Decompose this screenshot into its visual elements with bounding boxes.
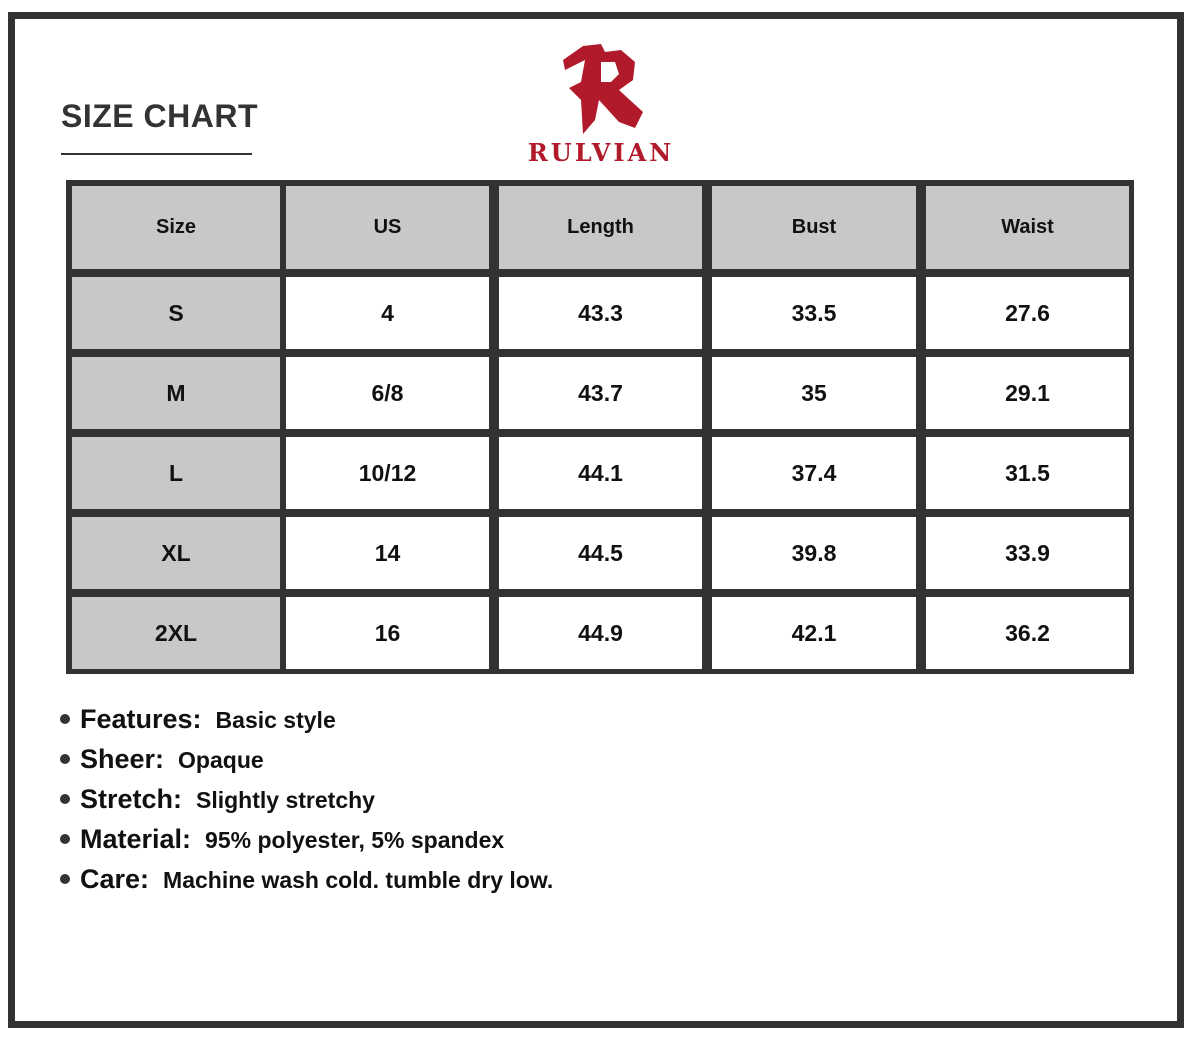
table-cell: 4 bbox=[286, 277, 489, 349]
spec-value: Slightly stretchy bbox=[196, 787, 375, 813]
size-label-cell: 2XL bbox=[72, 597, 280, 669]
size-label-cell: XL bbox=[72, 517, 280, 589]
table-cell: 44.1 bbox=[499, 437, 702, 509]
spec-item bbox=[60, 744, 264, 775]
bullet-icon bbox=[60, 754, 70, 764]
table-cell: 43.7 bbox=[499, 357, 702, 429]
spec-value: 95% polyester, 5% spandex bbox=[205, 827, 505, 853]
size-chart-table bbox=[66, 180, 1134, 674]
column-header: Waist bbox=[926, 186, 1129, 269]
bullet-icon bbox=[60, 794, 70, 804]
table-cell: 44.5 bbox=[499, 517, 702, 589]
spec-item bbox=[60, 704, 336, 735]
spec-item bbox=[60, 784, 375, 815]
spec-label: Care: bbox=[80, 864, 150, 894]
spec-label: Sheer: bbox=[80, 744, 165, 774]
table-cell: 37.4 bbox=[712, 437, 916, 509]
table-cell: 31.5 bbox=[926, 437, 1129, 509]
table-cell: 35 bbox=[712, 357, 916, 429]
bullet-icon bbox=[60, 874, 70, 884]
table-cell: 16 bbox=[286, 597, 489, 669]
table-cell: 27.6 bbox=[926, 277, 1129, 349]
spec-label: Features: bbox=[80, 704, 202, 734]
size-label-cell: L bbox=[72, 437, 280, 509]
column-header: Bust bbox=[712, 186, 916, 269]
table-cell: 6/8 bbox=[286, 357, 489, 429]
column-header: Length bbox=[499, 186, 702, 269]
spec-value: Basic style bbox=[215, 707, 336, 733]
spec-value: Opaque bbox=[178, 747, 264, 773]
spec-label: Material: bbox=[80, 824, 192, 854]
spec-item bbox=[60, 824, 504, 855]
title-underline bbox=[61, 153, 252, 155]
table-cell: 33.9 bbox=[926, 517, 1129, 589]
bullet-icon bbox=[60, 834, 70, 844]
table-cell: 42.1 bbox=[712, 597, 916, 669]
spec-value: Machine wash cold. tumble dry low. bbox=[163, 867, 554, 893]
table-cell: 39.8 bbox=[712, 517, 916, 589]
size-label-cell: M bbox=[72, 357, 280, 429]
column-header: US bbox=[286, 186, 489, 269]
table-cell: 43.3 bbox=[499, 277, 702, 349]
table-cell: 36.2 bbox=[926, 597, 1129, 669]
column-header: Size bbox=[72, 186, 280, 269]
page-title: SIZE CHART bbox=[61, 98, 258, 134]
brand-name: RULVIAN bbox=[527, 138, 675, 167]
table-cell: 29.1 bbox=[926, 357, 1129, 429]
spec-label: Stretch: bbox=[80, 784, 183, 814]
table-cell: 33.5 bbox=[712, 277, 916, 349]
table-cell: 14 bbox=[286, 517, 489, 589]
table-cell: 44.9 bbox=[499, 597, 702, 669]
bullet-icon bbox=[60, 714, 70, 724]
table-cell: 10/12 bbox=[286, 437, 489, 509]
rulvian-r-logo-icon bbox=[555, 42, 647, 138]
spec-item bbox=[60, 864, 553, 895]
size-label-cell: S bbox=[72, 277, 280, 349]
